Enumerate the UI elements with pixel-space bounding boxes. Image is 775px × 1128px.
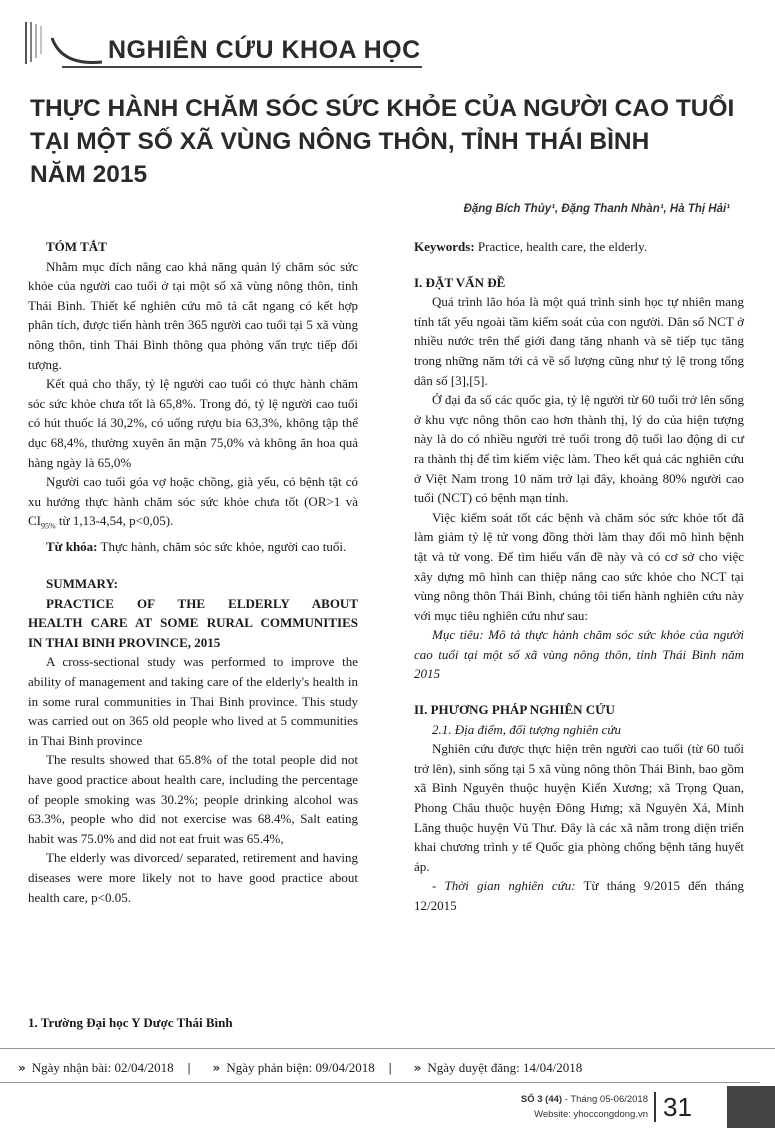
summary-title-line-3: IN THAI BINH PROVINCE, 2015 bbox=[28, 634, 221, 650]
keywords-text: Practice, health care, the elderly. bbox=[474, 239, 648, 254]
tukhoa-label: Từ khóa: bbox=[46, 538, 98, 554]
header-stripes-decoration bbox=[22, 18, 102, 68]
tomtat-paragraph-2: Kết quả cho thấy, tỷ lệ người cao tuổi có thực hành chăm sóc sức khỏe chưa tốt là 65,8%. Trong đó, tỷ lệ người cao tuổi có hút thuốc lá 30,2%, có uống rượu bia 63,3%, không tập thể dục 68,4%, thường xuyên ăn mặn 75,0% và không ăn hoa quả hàng ngày là 65,0% bbox=[28, 376, 358, 470]
tukhoa-line bbox=[28, 537, 358, 557]
section-2-paragraph-2 bbox=[414, 876, 744, 915]
issue-number: SỐ 3 (44) bbox=[520, 1094, 563, 1105]
tomtat-p3-text-b: từ 1,13-4,54, p<0,05). bbox=[55, 513, 174, 529]
tukhoa-text: Thực hành, chăm sóc sức khỏe, người cao tuổi. bbox=[97, 538, 347, 554]
section-header-label: NGHIÊN CỨU KHOA HỌC bbox=[108, 36, 421, 64]
summary-title-line-1: PRACTICE OF THE ELDERLY ABOUT bbox=[46, 595, 358, 611]
corner-decoration bbox=[727, 1086, 775, 1128]
study-time-text: Từ tháng 9/2015 đến tháng 12/2015 bbox=[414, 878, 744, 913]
tomtat-heading: TÓM TẮT bbox=[46, 239, 107, 254]
article-title bbox=[30, 92, 750, 191]
section-1-heading: I. ĐẶT VẤN ĐỀ bbox=[414, 274, 506, 290]
section-2-heading: II. PHƯƠNG PHÁP NGHIÊN CỨU bbox=[414, 702, 615, 718]
footer-rule-top bbox=[0, 1048, 775, 1049]
summary-heading: SUMMARY: bbox=[46, 576, 119, 592]
section-2-subheading: 2.1. Địa điểm, đối tượng nghiên cứu bbox=[432, 721, 622, 737]
section-header bbox=[22, 18, 442, 68]
affiliation-footnote: 1. Trường Đại học Y Dược Thái Bình bbox=[28, 1015, 233, 1030]
section-1-objective: Mục tiêu: Mô tả thực hành chăm sóc sức khỏe của người cao tuổi tại một số xã vùng nông thôn, tỉnh Thái Bình năm 2015 bbox=[414, 627, 744, 682]
double-chevron-icon: » bbox=[212, 1061, 221, 1075]
page-number-divider bbox=[654, 1092, 656, 1122]
left-column bbox=[28, 237, 358, 907]
section-2-paragraph-1: Nghiên cứu được thực hiện trên người cao tuổi (từ 60 tuổi trở lên), sinh sống tại 5 xã vùng nông thôn Thái Bình, bao gồm xã Bình Nguyên thuộc huyện Kiến Xương; xã Trọng Quan, Phong Châu thuộc huyện Đông Hưng; xã Nguyên Xá, Minh Lãng thuộc huyện Vũ Thư. Đây là các xã nằm trong diện triển khai chương trình y tế Quốc gia phòng chống bệnh tăng huyết áp. bbox=[414, 741, 744, 874]
journal-website: Website: yhoccongdong.vn bbox=[534, 1109, 648, 1120]
tomtat-p3-text-a: Người cao tuổi góa vợ hoặc chồng, già yếu, có bệnh tật có xu hướng thực hành chăm sóc sức khỏe chưa tốt (OR>1 và CI bbox=[28, 474, 358, 529]
keywords-label: Keywords: bbox=[414, 239, 475, 254]
date-separator: | bbox=[187, 1060, 191, 1075]
study-time-label: - Thời gian nghiên cứu: bbox=[432, 878, 576, 894]
ci-subscript: 95% bbox=[41, 521, 56, 531]
section-header-underline bbox=[62, 66, 422, 68]
date-separator: | bbox=[388, 1060, 392, 1075]
author-list: Đặng Bích Thủy¹, Đặng Thanh Nhàn¹, Hà Thị Hải¹ bbox=[463, 203, 730, 215]
tomtat-paragraph-3 bbox=[28, 472, 358, 536]
page-number: 31 bbox=[663, 1092, 692, 1122]
summary-paragraph-3: The elderly was divorced/ separated, retirement and having diseases were more likely not to have good practice about health care, p<0.05. bbox=[28, 850, 358, 905]
summary-paragraph-1: A cross-sectional study was performed to improve the ability of management and taking care of the elderly's health in in some rural communities in Thai Binh province. This study was carried out on 365 old people who lived at 5 communities in Thai Binh province bbox=[28, 654, 358, 748]
double-chevron-icon: » bbox=[18, 1061, 26, 1075]
section-1-paragraph-3: Việc kiểm soát tốt các bệnh và chăm sóc sức khỏe tốt đã làm giảm tỷ lệ tử vong đồng thời làm thay đổi mô hình bệnh tật và tử vong. Để tìm hiểu vấn đề này và có cơ sở cho việc xây dựng mô hình can thiệp nâng cao sức khỏe cho NCT tại vùng nông thôn Thái Bình, chúng tôi tiến hành nghiên cứu này với mục tiêu nghiên cứu như sau: bbox=[414, 509, 744, 623]
summary-title-line-2: HEALTH CARE AT SOME RURAL COMMUNITIES bbox=[28, 615, 358, 631]
issue-info bbox=[470, 1092, 648, 1122]
right-column bbox=[414, 237, 744, 916]
keywords-line bbox=[414, 237, 744, 257]
received-date: Ngày nhận bài: 02/04/2018 bbox=[31, 1060, 174, 1075]
section-1-paragraph-1: Quá trình lão hóa là một quá trình sinh học tự nhiên mang tính tất yếu ngoài tầm kiểm soát của con người. Dân số NCT ở nhiều nước trên thế giới đang tăng nhanh và sẽ tiếp tục tăng trong những năm tới cả về số lượng cũng như tỷ lệ trong tổng dân số [3],[5]. bbox=[414, 294, 744, 388]
submission-dates bbox=[10, 1058, 730, 1078]
title-line-3: NĂM 2015 bbox=[30, 161, 148, 188]
footer-rule-bottom bbox=[0, 1082, 760, 1083]
double-chevron-icon: » bbox=[413, 1061, 422, 1075]
title-line-2: TẠI MỘT SỐ XÃ VÙNG NÔNG THÔN, TỈNH THÁI BÌNH bbox=[30, 128, 650, 155]
issue-months: - Tháng 05-06/2018 bbox=[562, 1094, 648, 1105]
section-1-paragraph-2: Ở đại đa số các quốc gia, tỷ lệ người từ 60 tuổi trở lên sống ở khu vực nông thôn cao hơn thành thị, lý do của hiện tượng này là do có nhiều người trẻ tuổi trong độ tuổi lao động di cư ra thành thị để tìm kiếm việc làm. Theo kết quả các nghiên cứu ở Việt Nam trong 10 năm trở lại đây, khoảng 80% người cao tuổi (NCT) có bệnh mạn tính. bbox=[414, 392, 744, 506]
summary-paragraph-2: The results showed that 65.8% of the total people did not have good practice about health care, including the percentage of people smoking was 30.2%; people drinking alcohol was 63.3%, people who did not exercise was 68.4%, Salt eating habit was 75.0% and did not eat fruit was 65.4%, bbox=[28, 752, 358, 846]
tomtat-paragraph-1: Nhằm mục đích nâng cao khả năng quản lý chăm sóc sức khỏe của người cao tuổi ở tại một số xã vùng nông thôn, tỉnh Thái Bình. Thiết kế nghiên cứu mô tả cắt ngang có kết hợp phân tích, được tiến hành trên 365 người cao tuổi tại 5 xã vùng nông thôn, tỉnh Thái Bình thông qua phỏng vấn trực tiếp đối tượng. bbox=[28, 258, 358, 372]
title-line-1: THỰC HÀNH CHĂM SÓC SỨC KHỎE CỦA NGƯỜI CAO TUỔI bbox=[30, 95, 735, 122]
reviewed-date: Ngày phản biện: 09/04/2018 bbox=[226, 1060, 375, 1075]
accepted-date: Ngày duyệt đăng: 14/04/2018 bbox=[427, 1060, 583, 1075]
